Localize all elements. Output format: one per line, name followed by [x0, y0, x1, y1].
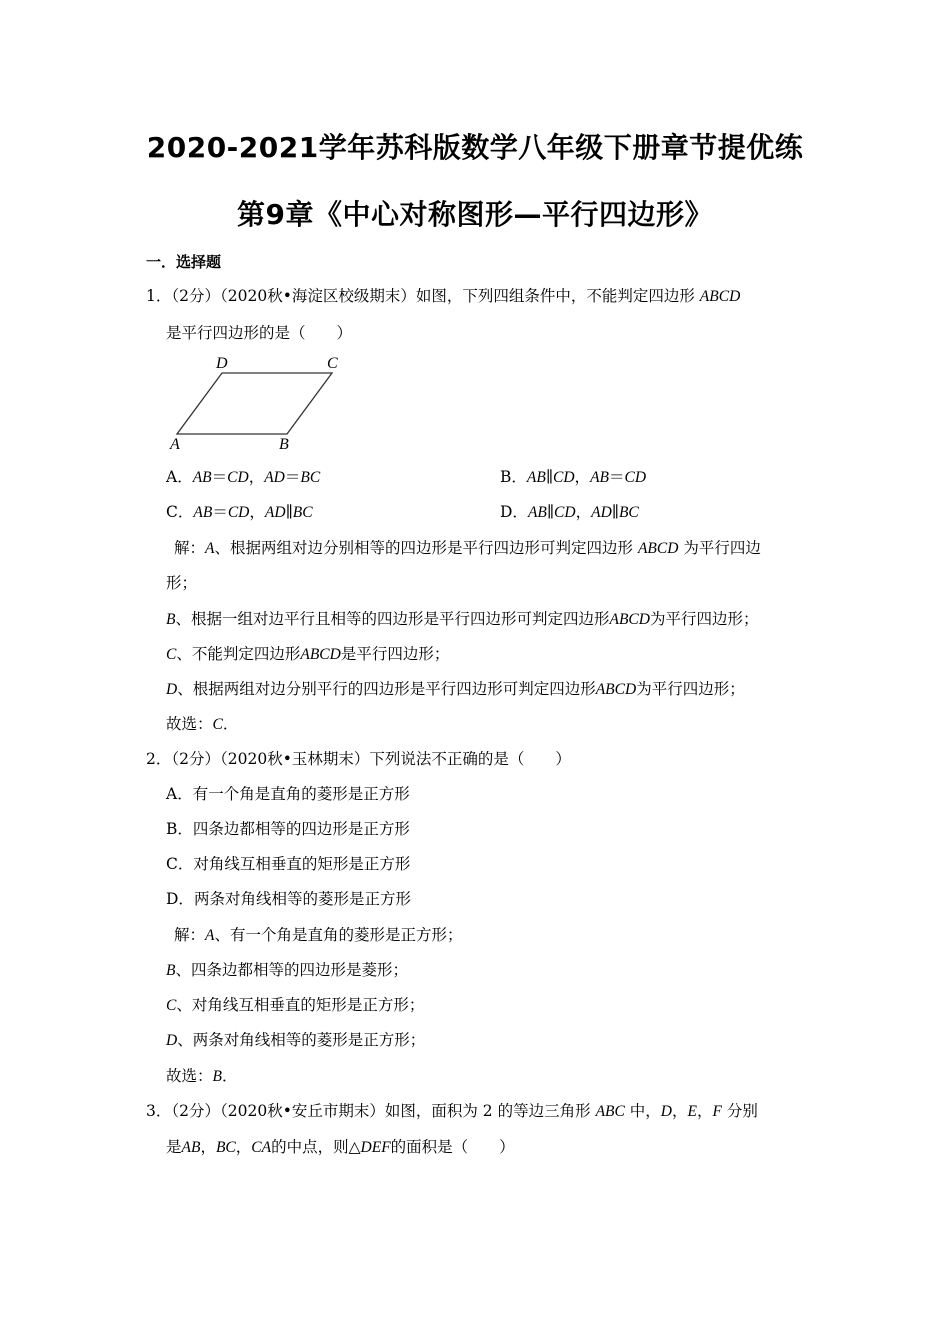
q1-solution-a-cont: 形；: [166, 574, 198, 592]
q1-solution-d: D、根据两组对边分别平行的四边形是平行四边形可判定四边形ABCD为平行四边形；: [166, 680, 745, 698]
question-source: （2020秋•海淀区校级期末）: [220, 287, 416, 305]
stem-text: 如图，下列四组条件中，不能判定四边形: [415, 287, 695, 305]
q2-solution-c: C、对角线互相垂直的矩形是正方形；: [166, 996, 425, 1014]
q1-solution-a: 解：A、根据两组对边分别相等的四边形是平行四边形可判定四边形 ABCD 为平行四边: [174, 539, 761, 557]
q1-option-d[interactable]: D．AB∥CD，AD∥BC: [500, 503, 639, 521]
parallelogram-figure: [165, 350, 350, 455]
q1-solution-b: B、根据一组对边平行且相等的四边形是平行四边形可判定四边形ABCD为平行四边形；: [166, 610, 759, 628]
q1-answer: 故选：C．: [166, 715, 239, 733]
question-1-stem-continued: 是平行四边形的是（ ）: [166, 324, 353, 342]
q1-solution-c: C、不能判定四边形ABCD是平行四边形；: [166, 645, 450, 663]
question-1-stem: [146, 286, 740, 307]
q1-option-c[interactable]: C．AB＝CD，AD∥BC: [166, 503, 313, 521]
question-3-stem-continued: 是AB，BC，CA的中点，则△DEF的面积是（ ）: [166, 1138, 515, 1156]
question-3-stem: 3．（2分）（2020秋•安丘市期末）如图，面积为 2 的等边三角形 ABC 中，D，E，F 分别: [146, 1102, 758, 1120]
q1-option-b[interactable]: B．AB∥CD，AB＝CD: [500, 468, 647, 486]
q1-option-a[interactable]: A．AB＝CD，AD＝BC: [166, 468, 321, 486]
vertex-label-b: B: [279, 436, 289, 453]
q2-answer: 故选：B．: [166, 1067, 238, 1085]
question-score: （2分）: [171, 287, 220, 305]
question-number: 1．: [146, 287, 172, 305]
section-heading: 一．选择题: [146, 253, 222, 271]
question-2-stem: 2．（2分）（2020秋•玉林期末）下列说法不正确的是（ ）: [146, 750, 571, 768]
vertex-label-a: A: [170, 436, 180, 453]
q2-solution-b: B、四条边都相等的四边形是菱形；: [166, 961, 408, 979]
q2-option-b[interactable]: B．四条边都相等的四边形是正方形: [166, 820, 410, 838]
document-title-line-2: 第9章《中心对称图形—平行四边形》: [237, 198, 713, 231]
q2-option-d[interactable]: D．两条对角线相等的菱形是正方形: [166, 890, 411, 908]
parallelogram-shape: [177, 373, 332, 434]
q2-option-c[interactable]: C．对角线互相垂直的矩形是正方形: [166, 855, 411, 873]
stem-variable: ABCD: [699, 288, 741, 305]
vertex-label-c: C: [327, 355, 338, 372]
vertex-label-d: D: [216, 355, 228, 372]
q2-solution-a: 解：A、有一个角是直角的菱形是正方形；: [174, 926, 463, 944]
q2-solution-d: D、两条对角线相等的菱形是正方形；: [166, 1031, 426, 1049]
q2-option-a[interactable]: A．有一个角是直角的菱形是正方形: [166, 785, 410, 803]
document-title-line-1: 2020-2021学年苏科版数学八年级下册章节提优练: [146, 131, 804, 164]
